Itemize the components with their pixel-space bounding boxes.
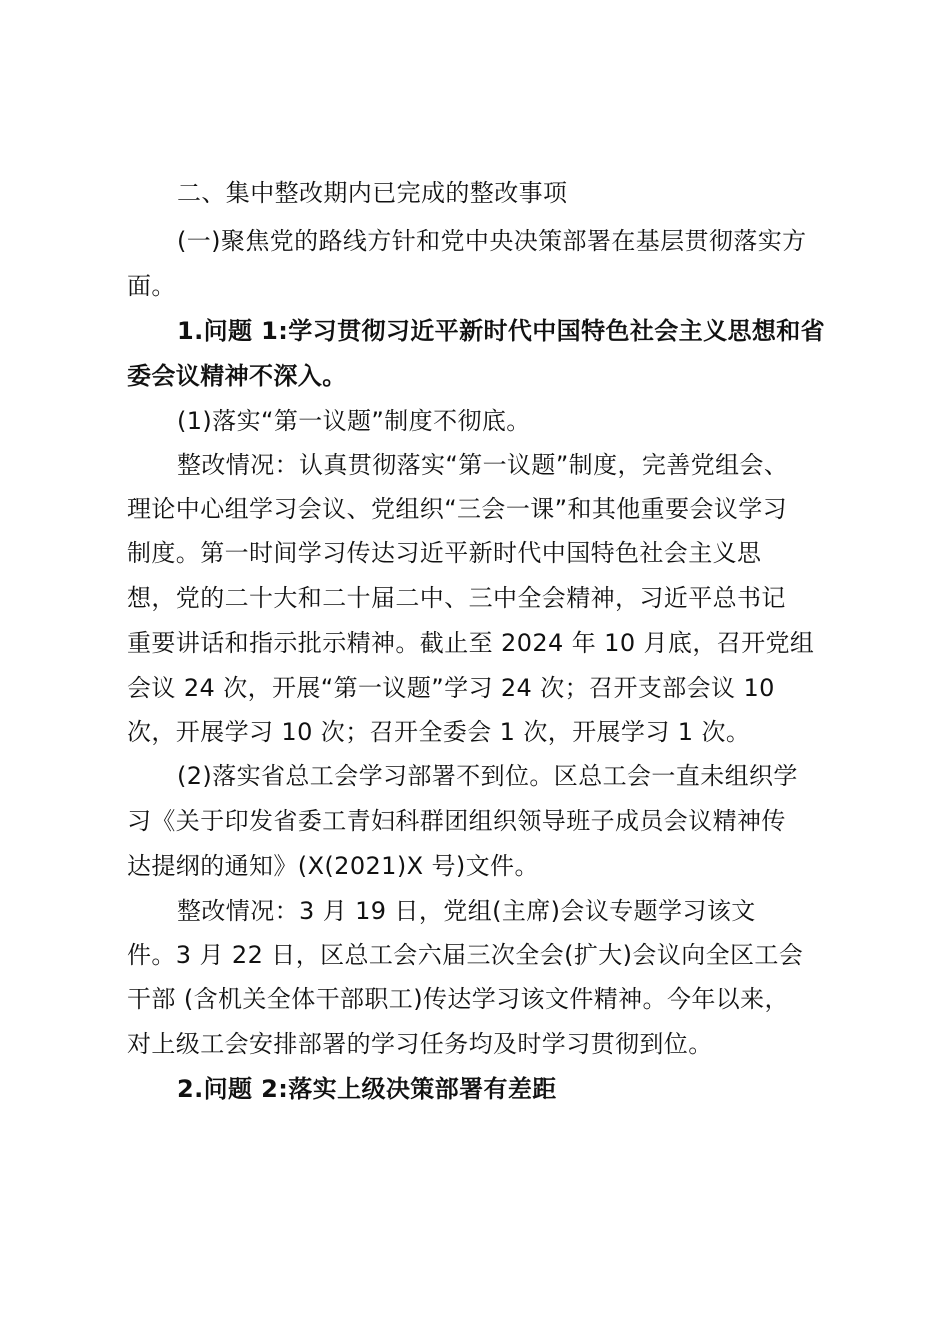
paragraph-line: 重要讲话和指示批示精神。截止至 2024 年 10 月底，召开党组 (127, 629, 815, 657)
item-2-heading-line: 习《关于印发省委工青妇科群团组织领导班子成员会议精神传 (127, 807, 786, 835)
paragraph-line: 件。3 月 22 日，区总工会六届三次全会(扩大)会议向全区工会 (127, 941, 804, 969)
section-heading: 二、集中整改期内已完成的整改事项 (177, 179, 568, 207)
paragraph-line: 对上级工会安排部署的学习任务均及时学习贯彻到位。 (127, 1030, 713, 1058)
problem-1-heading-line-1: 1.问题 1:学习贯彻习近平新时代中国特色社会主义思想和省 (177, 317, 826, 345)
item-2-heading-line: 达提纲的通知》(X(2021)X 号)文件。 (127, 852, 539, 880)
item-2-heading-line: (2)落实省总工会学习部署不到位。区总工会一直未组织学 (177, 762, 798, 790)
paragraph-line: 次，开展学习 10 次；召开全委会 1 次，开展学习 1 次。 (127, 718, 751, 746)
item-1-heading: (1)落实“第一议题”制度不彻底。 (177, 407, 531, 435)
subsection-heading-line-2: 面。 (127, 272, 176, 300)
paragraph-line: 会议 24 次，开展“第一议题”学习 24 次；召开支部会议 10 (127, 674, 775, 702)
paragraph-line: 整改情况：认真贯彻落实“第一议题”制度，完善党组会、 (177, 451, 789, 479)
paragraph-line: 想，党的二十大和二十届二中、三中全会精神，习近平总书记 (127, 584, 786, 612)
subsection-heading-line-1: (一)聚焦党的路线方针和党中央决策部署在基层贯彻落实方 (177, 227, 807, 255)
paragraph-line: 制度。第一时间学习传达习近平新时代中国特色社会主义思 (127, 539, 762, 567)
problem-2-heading: 2.问题 2:落实上级决策部署有差距 (177, 1075, 557, 1103)
paragraph-line: 整改情况：3 月 19 日，党组(主席)会议专题学习该文 (177, 897, 756, 925)
problem-1-heading-line-2: 委会议精神不深入。 (127, 362, 347, 390)
paragraph-line: 干部 (含机关全体干部职工)传达学习该文件精神。今年以来， (127, 985, 789, 1013)
paragraph-line: 理论中心组学习会议、党组织“三会一课”和其他重要会议学习 (127, 495, 788, 523)
